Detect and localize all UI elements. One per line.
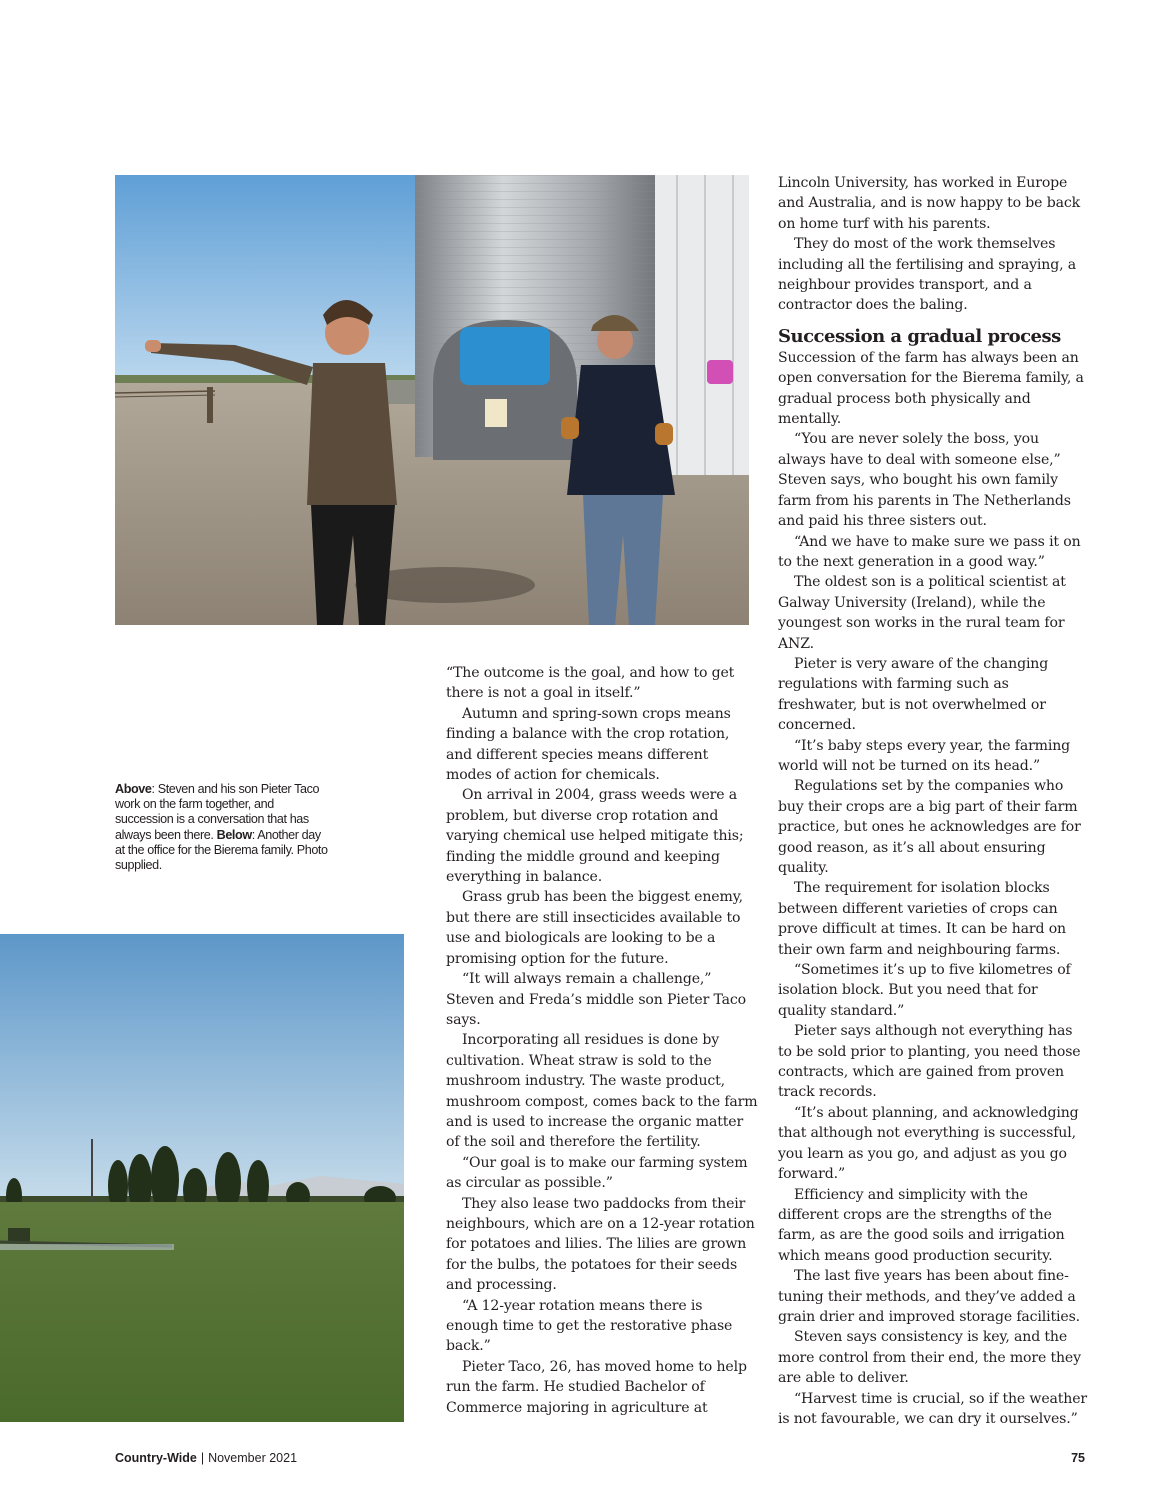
page-number: 75 bbox=[1071, 1451, 1085, 1465]
paragraph: Regulations set by the companies who buy their crops are a big part of their farm practice, but ones he acknowledges are for good reason, as it’s all about ensuring quality. bbox=[778, 778, 1081, 876]
paragraph: Pieter says although not everything has to be sold prior to planting, you need those contracts, which are gained from proven track records. bbox=[778, 1023, 1081, 1101]
paragraph: “It will always remain a challenge,” Steven and Freda’s middle son Pieter Taco says. bbox=[446, 971, 746, 1028]
paragraph: Pieter is very aware of the changing regulations with farming such as freshwater, but is not overwhelmed or concerned. bbox=[778, 655, 1049, 734]
footer-separator: | bbox=[200, 1451, 205, 1465]
paragraph: “Harvest time is crucial, so if the weather is not favourable, we can dry it ourselves.” bbox=[778, 1390, 1088, 1427]
paragraph: “It’s baby steps every year, the farming world will not be turned on its head.” bbox=[778, 737, 1071, 774]
paragraph: “You are never solely the boss, you always have to deal with someone else,” Steven says, who bought his own family farm from his parents in The Netherlands and paid his three sisters out. bbox=[778, 431, 1071, 530]
paragraph: They also lease two paddocks from their neighbours, which are on a 12-year rotation for potatoes and lilies. The lilies are grown for the bulbs, the potatoes for their seeds and processing. bbox=[446, 1195, 755, 1294]
caption-below-text: : Another day at the office for the Bierema family. Photo supplied. bbox=[115, 827, 328, 873]
paragraph: The last five years has been about fine-tuning their methods, and they’ve added a grain drier and improved storage facilities. bbox=[778, 1268, 1080, 1325]
article-column-middle bbox=[446, 663, 758, 1418]
paragraph: “Sometimes it’s up to five kilometres of isolation block. But you need that for quality standard.” bbox=[778, 962, 1071, 1019]
photo-caption bbox=[115, 782, 330, 873]
paragraph: The requirement for isolation blocks between different varieties of crops can prove difficult at times. It can be hard on their own farm and neighbouring farms. bbox=[778, 880, 1066, 958]
paragraph: They do most of the work themselves including all the fertilising and spraying, a neighbour provides transport, and a contractor does the baling. bbox=[778, 236, 1076, 314]
paragraph: “Our goal is to make our farming system as circular as possible.” bbox=[446, 1154, 748, 1192]
article-column-right bbox=[778, 173, 1090, 1429]
paragraph: Grass grub has been the biggest enemy, but there are still insecticides available to use and biologicals are looking to be a promising option for the future. bbox=[446, 889, 743, 967]
caption-above-label: Above bbox=[115, 782, 152, 796]
paragraph: “The outcome is the goal, and how to get there is not a goal in itself.” bbox=[446, 665, 735, 702]
paragraph: Autumn and spring-sown crops means finding a balance with the crop rotation, and different species means different modes of action for chemicals. bbox=[446, 705, 731, 784]
paragraph: Incorporating all residues is done by cultivation. Wheat straw is sold to the mushroom industry. The waste product, mushroom compost, comes back to the farm and is used to increase the organic matter of the soil and therefore the fertility. bbox=[446, 1032, 758, 1151]
paragraph: Succession of the farm has always been an open conversation for the Bierema family, a gradual process both physically and mentally. bbox=[778, 349, 1084, 428]
photo-paddock-sprayer bbox=[0, 934, 404, 1422]
photo-farmers-by-silo bbox=[115, 175, 749, 625]
caption-below-label: Below bbox=[216, 827, 252, 842]
section-subheading: Succession a gradual process bbox=[778, 325, 1061, 347]
paragraph: On arrival in 2004, grass weeds were a problem, but diverse crop rotation and varying chemical use helped mitigate this; finding the middle ground and keeping everything in balance. bbox=[446, 787, 744, 886]
paragraph: “And we have to make sure we pass it on to the next generation in a good way.” bbox=[778, 533, 1081, 570]
paragraph: Pieter Taco, 26, has moved home to help run the farm. He studied Bachelor of Commerce majoring in agriculture at bbox=[446, 1358, 747, 1416]
paragraph: “It’s about planning, and acknowledging that although not everything is successful, you learn as you go, and adjust as you go forward.” bbox=[778, 1104, 1079, 1183]
paragraph: Steven says consistency is key, and the more control from their end, the more they are able to deliver. bbox=[778, 1329, 1081, 1387]
page-footer bbox=[115, 1451, 1085, 1471]
publication-name: Country-Wide bbox=[115, 1451, 197, 1465]
caption-above-text: : Steven and his son Pieter Taco work on the farm together, and succession is a conversation that has always been there. bbox=[115, 782, 320, 842]
paragraph: Lincoln University, has worked in Europe and Australia, and is now happy to be back on home turf with his parents. bbox=[778, 175, 1080, 232]
paragraph: The oldest son is a political scientist at Galway University (Ireland), while the youngest son works in the rural team for ANZ. bbox=[778, 574, 1066, 652]
paragraph: “A 12-year rotation means there is enough time to get the restorative phase back.” bbox=[446, 1297, 733, 1355]
issue-date: November 2021 bbox=[208, 1451, 298, 1465]
paragraph: Efficiency and simplicity with the different crops are the strengths of the farm, as are the good soils and irrigation which means good production security. bbox=[778, 1186, 1065, 1264]
